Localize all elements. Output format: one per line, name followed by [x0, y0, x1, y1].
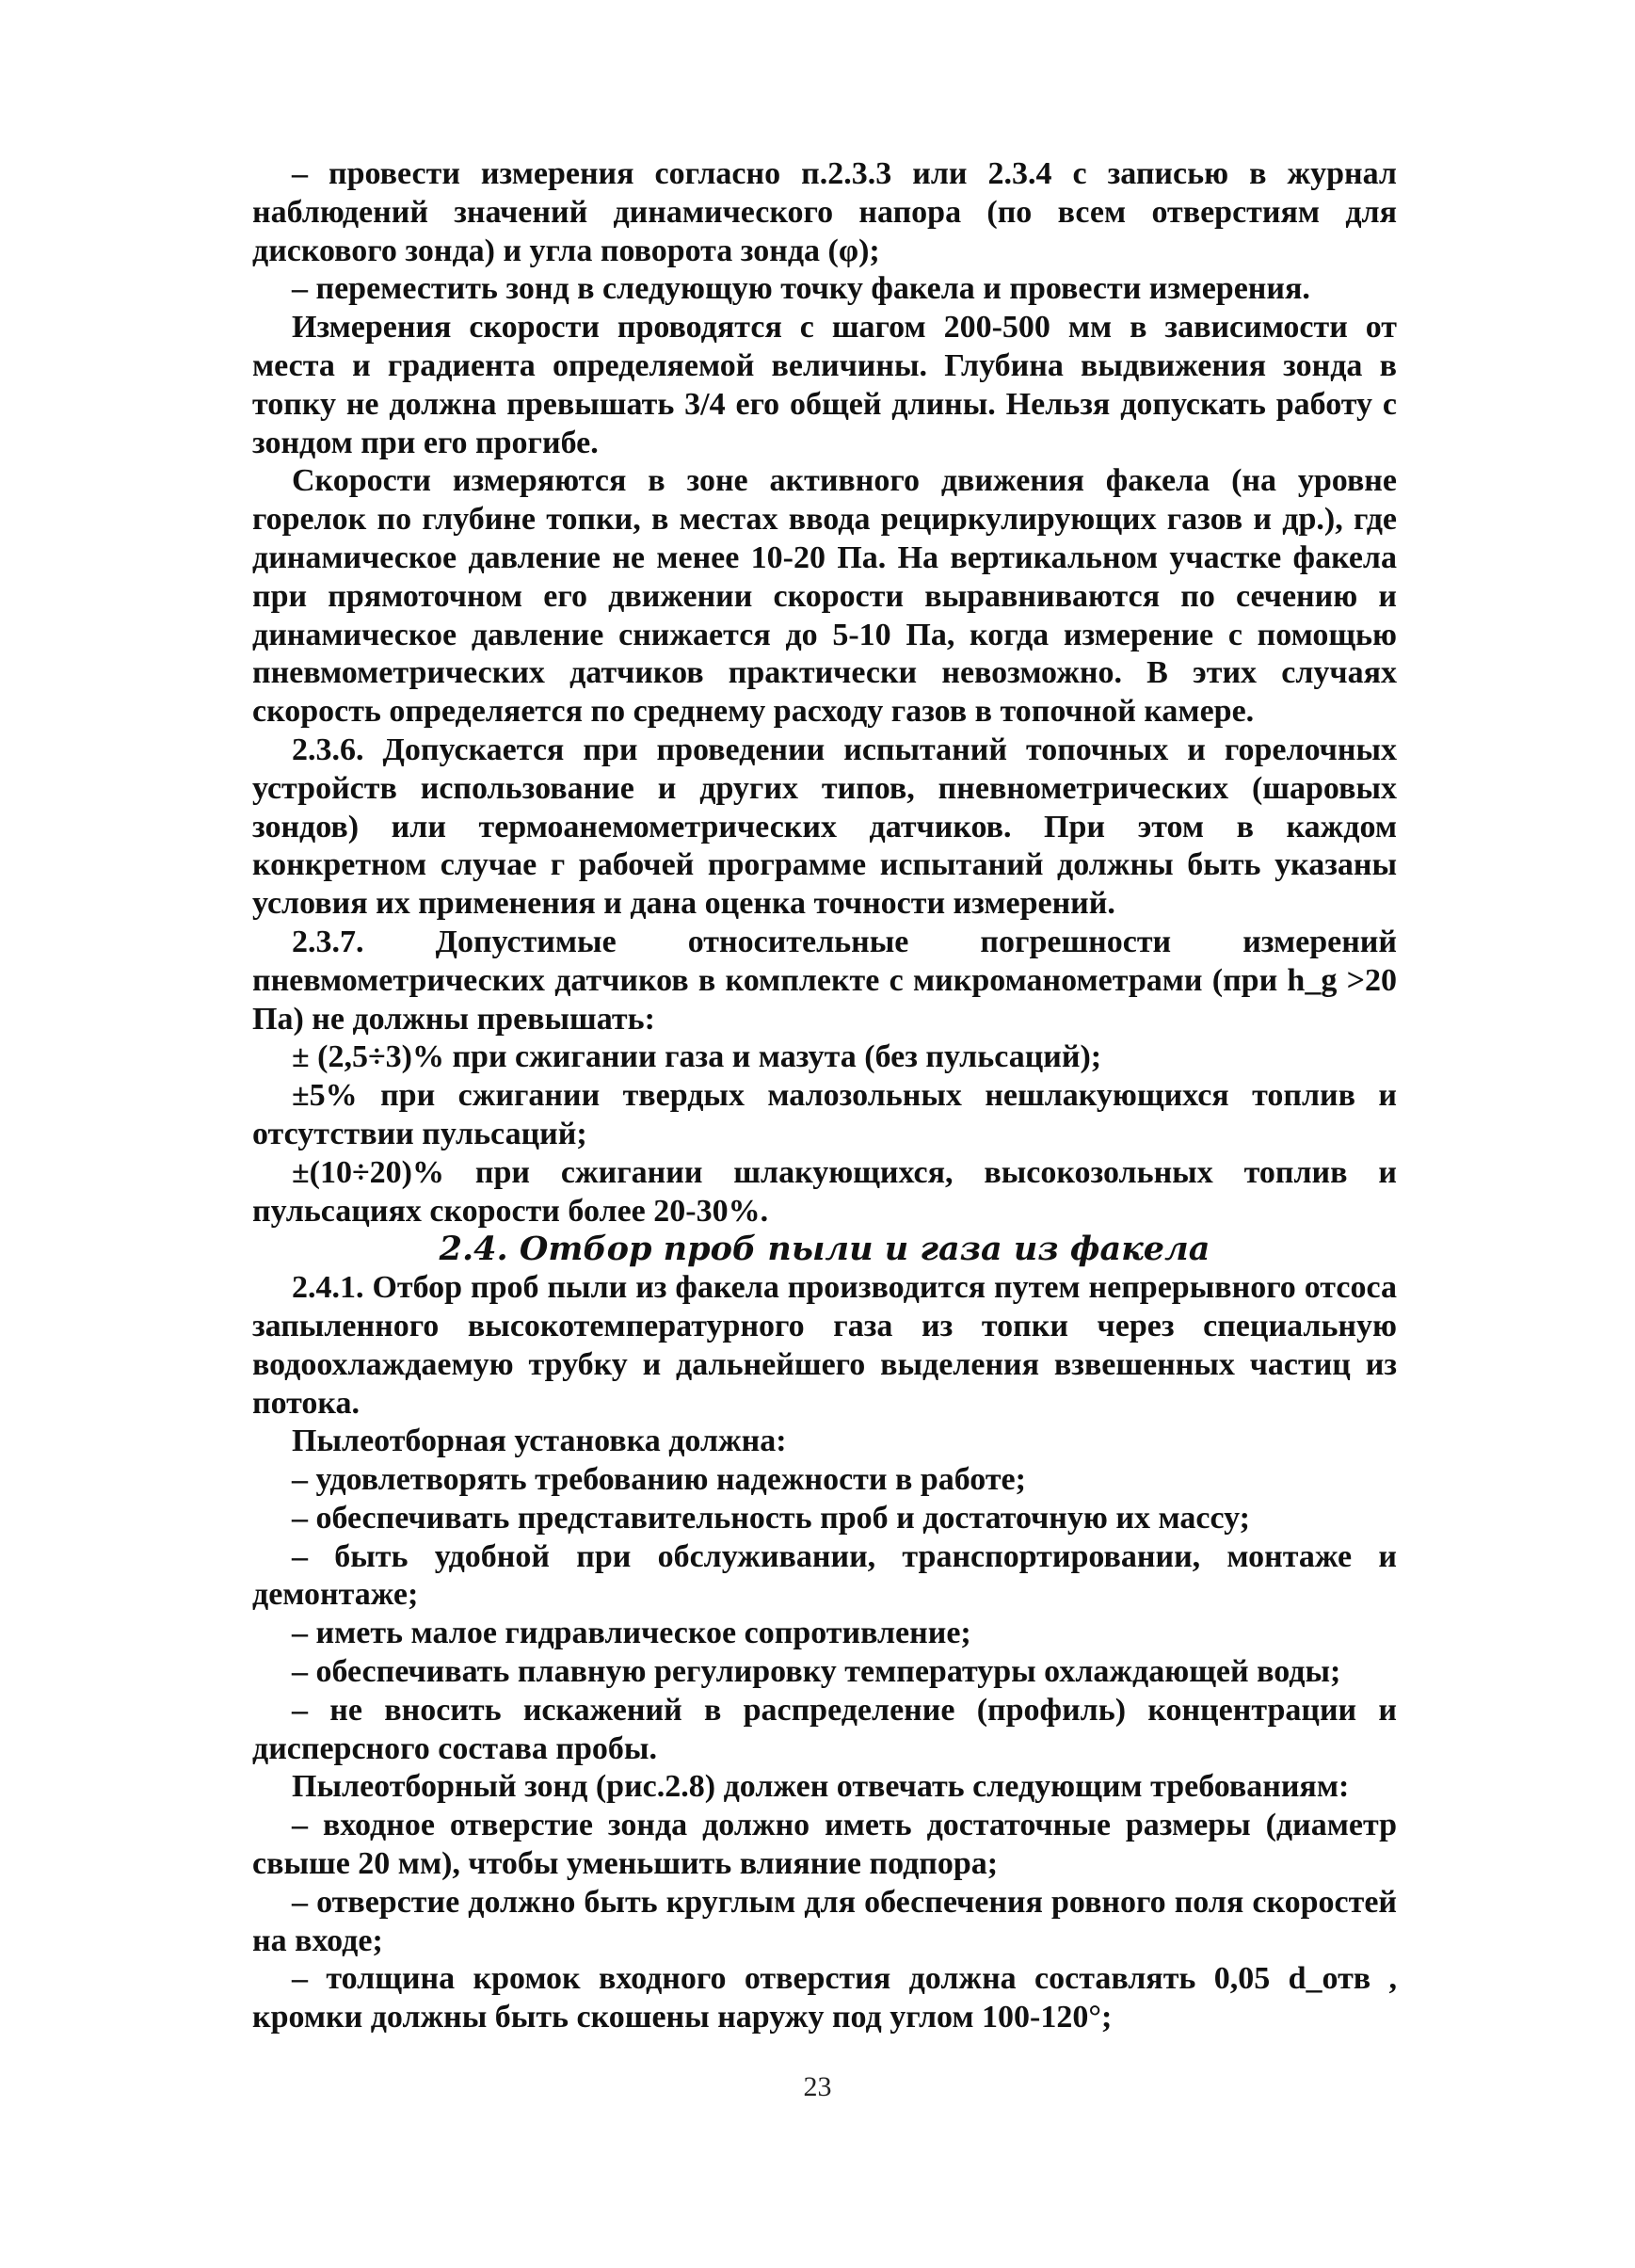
paragraph-p5: 2.3.6. Допускается при проведении испытаний топочных и горелочных устройств использование и других типов, пневнометрических (шаровых зондов) или термоанемометрических датчиков. При этом в каждом конкретном случае г рабочей программе испытаний должны быть указаны условия их применения и дана оценка точности измерений.: [252, 732, 1397, 922]
paragraph-p1: – провести измерения согласно п.2.3.3 или 2.3.4 с записью в журнал наблюдений значений динамического напора (по всем отверстиям для дискового зонда) и угла поворота зонда (φ);: [252, 156, 1397, 268]
paragraph-p6: 2.3.7. Допустимые относительные погрешности измерений пневмометрических датчиков в комплекте с микроманометрами (при h_g >20 Па) не должны превышать:: [252, 924, 1397, 1037]
paragraph-p13: – обеспечивать представительность проб и достаточную их массу;: [292, 1500, 1250, 1536]
paragraph-p7: ± (2,5÷3)% при сжигании газа и мазута (без пульсаций);: [292, 1039, 1102, 1075]
paragraph-p14: – быть удобной при обслуживании, транспортировании, монтаже и демонтаже;: [252, 1538, 1397, 1613]
paragraph-p9: ±(10÷20)% при сжигании шлакующихся, высокозольных топлив и пульсациях скорости более 20-30%.: [252, 1154, 1397, 1229]
paragraph-p16: – обеспечивать плавную регулировку температуры охлаждающей воды;: [292, 1654, 1341, 1690]
paragraph-p17: – не вносить искажений в распределение (профиль) концентрации и дисперсного состава пробы.: [252, 1692, 1397, 1766]
paragraph-p4: Скорости измеряются в зоне активного движения факела (на уровне горелок по глубине топки, в местах ввода рециркулирующих газов и др.), где динамическое давление не менее 10-20 Па. На вертикальном участке факела при прямоточном его движении скорости выравниваются по сечению и динамическое давление снижается до 5-10 Па, когда измерение с помощью пневмометрических датчиков практически невозможно. В этих случаях скорость определяется по среднему расходу газов в топочной камере.: [252, 463, 1397, 730]
paragraph-p8: ±5% при сжигании твердых малозольных нешлакующихся топлив и отсутствии пульсаций;: [252, 1078, 1397, 1151]
body-text-top: [252, 155, 1397, 1231]
paragraph-p3: Измерения скорости проводятся с шагом 200-500 мм в зависимости от места и градиента определяемой величины. Глубина выдвижения зонда в топку не должна превышать 3/4 его общей длины. Нельзя допускать работу с зондом при его прогибе.: [252, 310, 1397, 460]
page-number: 23: [803, 2071, 832, 2102]
paragraph-p10: 2.4.1. Отбор проб пыли из факела производится путем непрерывного отсоса запыленного высокотемпературного газа из топки через специальную водоохлаждаемую трубку и дальнейшего выделения взвешенных частиц из потока.: [252, 1270, 1397, 1421]
paragraph-p12: – удовлетворять требованию надежности в работе;: [292, 1462, 1026, 1498]
section-heading: 2.4. Отбор проб пыли и газа из факела: [439, 1230, 1210, 1269]
paragraph-p19: – входное отверстие зонда должно иметь достаточные размеры (диаметр свыше 20 мм), чтобы уменьшить влияние подпора;: [252, 1808, 1397, 1882]
paragraph-p2: – переместить зонд в следующую точку факела и провести измерения.: [292, 271, 1310, 307]
paragraph-p21: – толщина кромок входного отверстия должна составлять 0,05 d_отв , кромки должны быть скошены наружу под углом 100-120°;: [252, 1961, 1397, 2035]
body-text-bottom: [252, 1269, 1397, 2037]
document-page: [252, 155, 1397, 2037]
paragraph-p18: Пылеотборный зонд (рис.2.8) должен отвечать следующим требованиям:: [292, 1769, 1350, 1805]
paragraph-p20: – отверстие должно быть круглым для обеспечения ровного поля скоростей на входе;: [252, 1884, 1397, 1958]
paragraph-p15: – иметь малое гидравлическое сопротивление;: [292, 1616, 971, 1651]
paragraph-p11: Пылеотборная установка должна:: [292, 1424, 787, 1459]
